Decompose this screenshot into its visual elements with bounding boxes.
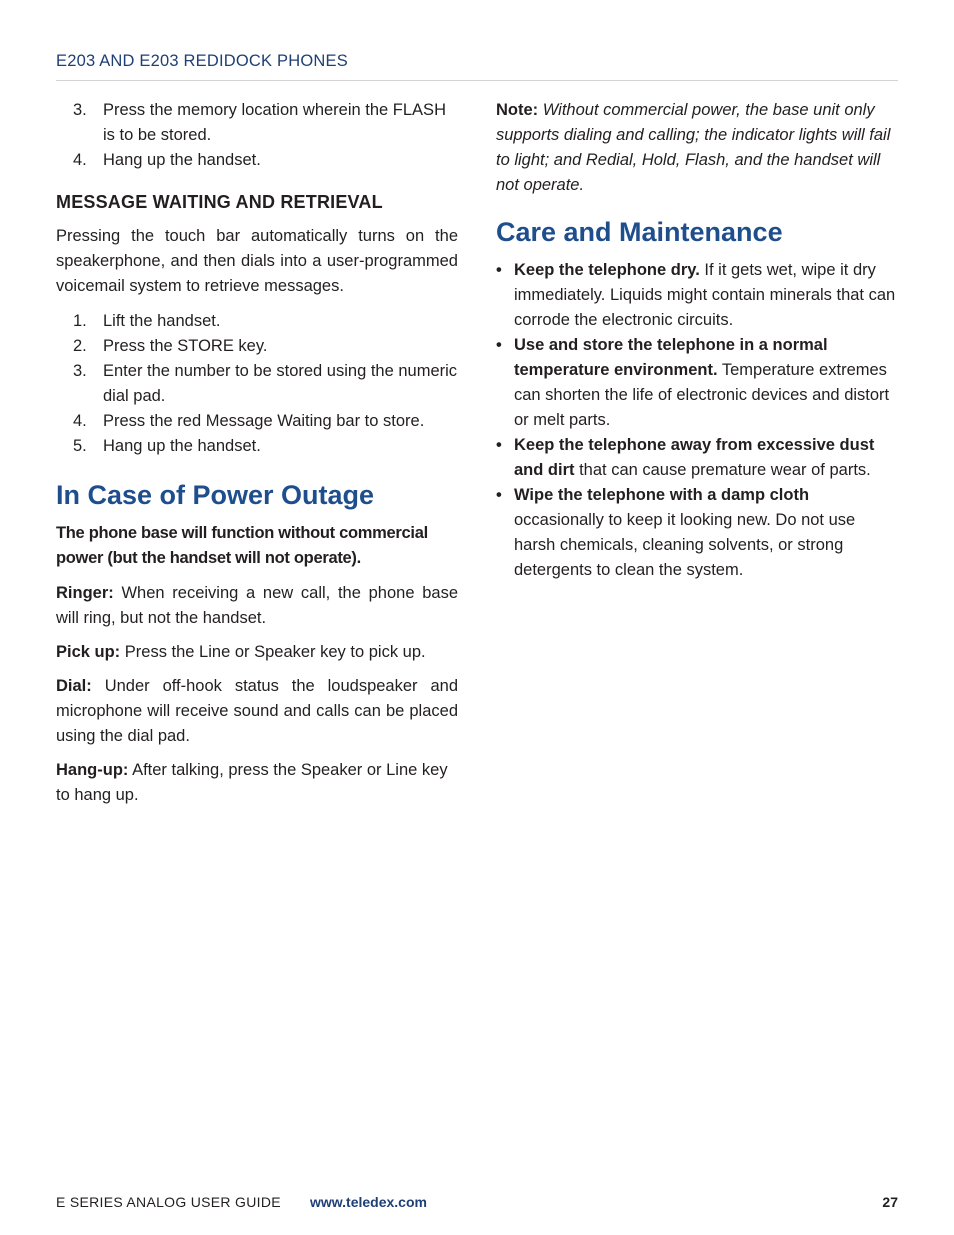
page-footer: [56, 1194, 898, 1214]
care-list: [496, 258, 898, 583]
care-item-bold: Use and store the telephone in a normal temperature environment.: [514, 336, 828, 379]
care-item-bold: Wipe the telephone with a damp cloth: [514, 486, 810, 504]
list-item: [56, 148, 458, 173]
list-item: [56, 434, 458, 459]
list-item: [496, 483, 898, 583]
step-number: 1.: [73, 312, 87, 330]
header-divider: [56, 80, 898, 81]
page-number: 27: [882, 1194, 898, 1210]
step-number: 4.: [73, 412, 87, 430]
hangup-text: After talking, press the Speaker or Line key to hang up.: [56, 761, 448, 804]
step-text: Press the STORE key.: [103, 337, 268, 355]
pickup-label: Pick up:: [56, 643, 121, 661]
header-title: E203 AND E203 REDIDOCK PHONES: [56, 52, 348, 70]
power-outage-lead: The phone base will function without commercial power (but the handset will not operate).: [56, 524, 428, 567]
list-item: [56, 98, 458, 148]
care-item-text: occasionally to keep it looking new. Do not use harsh chemicals, cleaning solvents, or strong detergents to clean the system.: [514, 511, 856, 579]
page-header: [56, 52, 898, 71]
continued-steps-list: [56, 98, 458, 173]
step-text: Press the memory location wherein the FLASH is to be stored.: [103, 101, 446, 144]
message-waiting-heading: MESSAGE WAITING AND RETRIEVAL: [56, 192, 383, 212]
bullet-icon: •: [496, 336, 502, 354]
bullet-icon: •: [496, 261, 502, 279]
footer-guide-title: E SERIES ANALOG USER GUIDE: [56, 1194, 281, 1210]
step-number: 3.: [73, 362, 87, 380]
step-number: 3.: [73, 101, 87, 119]
message-waiting-intro: Pressing the touch bar automatically turns on the speakerphone, and then dials into a user-programmed voicemail system to retrieve messages.: [56, 227, 458, 295]
footer-url-link[interactable]: www.teledex.com: [310, 1194, 427, 1210]
ringer-text: When receiving a new call, the phone base will ring, but not the handset.: [56, 584, 458, 627]
ringer-label: Ringer:: [56, 584, 114, 602]
list-item: [496, 333, 898, 433]
step-number: 5.: [73, 437, 87, 455]
care-item-text: If it gets wet, wipe it dry immediately. Liquids might contain minerals that can corrode the electronic circuits.: [514, 261, 896, 329]
left-column: [56, 98, 458, 808]
care-item-text: that can cause premature wear of parts.: [574, 461, 871, 479]
step-number: 2.: [73, 337, 87, 355]
care-item-bold: Keep the telephone dry.: [514, 261, 700, 279]
step-text: Hang up the handset.: [103, 437, 261, 455]
pickup-text: Press the Line or Speaker key to pick up.: [120, 643, 426, 661]
step-text: Press the red Message Waiting bar to store.: [103, 412, 425, 430]
list-item: [56, 409, 458, 434]
dial-label: Dial:: [56, 677, 92, 695]
hangup-paragraph: [56, 758, 458, 808]
list-item: [56, 359, 458, 409]
hangup-label: Hang-up:: [56, 761, 129, 779]
list-item: [56, 334, 458, 359]
step-text: Enter the number to be stored using the numeric dial pad.: [103, 362, 458, 405]
list-item: [56, 309, 458, 334]
list-item: [496, 433, 898, 483]
list-item: [496, 258, 898, 333]
note-label: Note:: [496, 101, 539, 119]
care-heading: Care and Maintenance: [496, 217, 783, 247]
dial-text: Under off-hook status the loudspeaker and microphone will receive sound and calls can be placed using the dial pad.: [56, 677, 458, 745]
message-waiting-steps-list: [56, 309, 458, 459]
care-item-text: Temperature extremes can shorten the life of electronic devices and distort or melt parts.: [514, 361, 890, 429]
dial-paragraph: [56, 674, 458, 749]
note-paragraph: [496, 98, 898, 198]
right-column: [496, 98, 898, 583]
power-outage-heading: In Case of Power Outage: [56, 480, 375, 510]
ringer-paragraph: [56, 581, 458, 631]
step-text: Lift the handset.: [103, 312, 221, 330]
bullet-icon: •: [496, 436, 502, 454]
note-text: Without commercial power, the base unit only supports dialing and calling; the indicator lights will fail to light; and Redial, Hold, Flash, and the handset will not operate.: [496, 101, 891, 194]
step-text: Hang up the handset.: [103, 151, 261, 169]
care-item-bold: Keep the telephone away from excessive dust and dirt: [514, 436, 875, 479]
pickup-paragraph: [56, 640, 458, 665]
bullet-icon: •: [496, 486, 502, 504]
step-number: 4.: [73, 151, 87, 169]
